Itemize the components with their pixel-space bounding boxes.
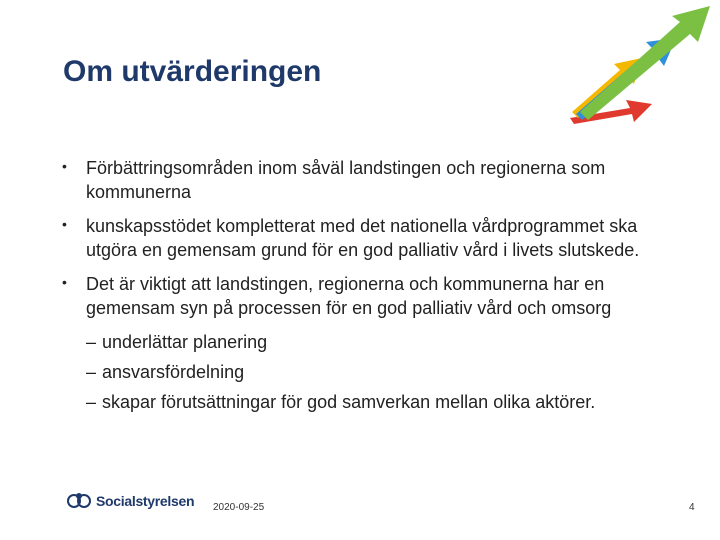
bullet-marker: •	[62, 216, 67, 232]
sub-bullet-marker: –	[86, 392, 97, 412]
sub-bullet-marker: –	[86, 332, 97, 352]
bullet-item	[62, 214, 642, 262]
sub-bullet-text: ansvarsfördelning	[102, 362, 245, 382]
socialstyrelsen-logo	[66, 490, 194, 512]
sub-bullet-text: underlättar planering	[102, 332, 268, 352]
bullet-text: Förbättringsområden inom såväl landstingen och regionerna som kommunerna	[86, 158, 606, 202]
sub-bullet-item	[62, 390, 642, 414]
bullet-text: Det är viktigt att landstingen, regionerna och kommunerna har en gemensam syn på processen för en god palliativ vård och omsorg	[86, 274, 612, 318]
sub-bullet-item	[62, 360, 642, 384]
growth-arrows-icon	[560, 0, 720, 140]
bullet-item	[62, 156, 642, 204]
slide-date: 2020-09-25	[213, 502, 265, 513]
bullet-item	[62, 272, 642, 320]
bullet-marker: •	[62, 274, 67, 290]
sub-bullet-text: skapar förutsättningar för god samverkan mellan olika aktörer.	[102, 392, 596, 412]
logo-emblem-icon	[66, 490, 92, 512]
bullet-marker: •	[62, 158, 67, 174]
slide-title: Om utvärderingen	[63, 55, 322, 88]
bullet-list	[62, 156, 642, 420]
sub-bullet-marker: –	[86, 362, 97, 382]
sub-bullet-item	[62, 330, 642, 354]
bullet-text: kunskapsstödet kompletterat med det nationella vårdprogrammet ska utgöra en gemensam grund för en god palliativ vård i livets slutskede.	[86, 216, 640, 260]
page-number: 4	[689, 502, 695, 513]
logo-text: Socialstyrelsen	[96, 493, 195, 509]
